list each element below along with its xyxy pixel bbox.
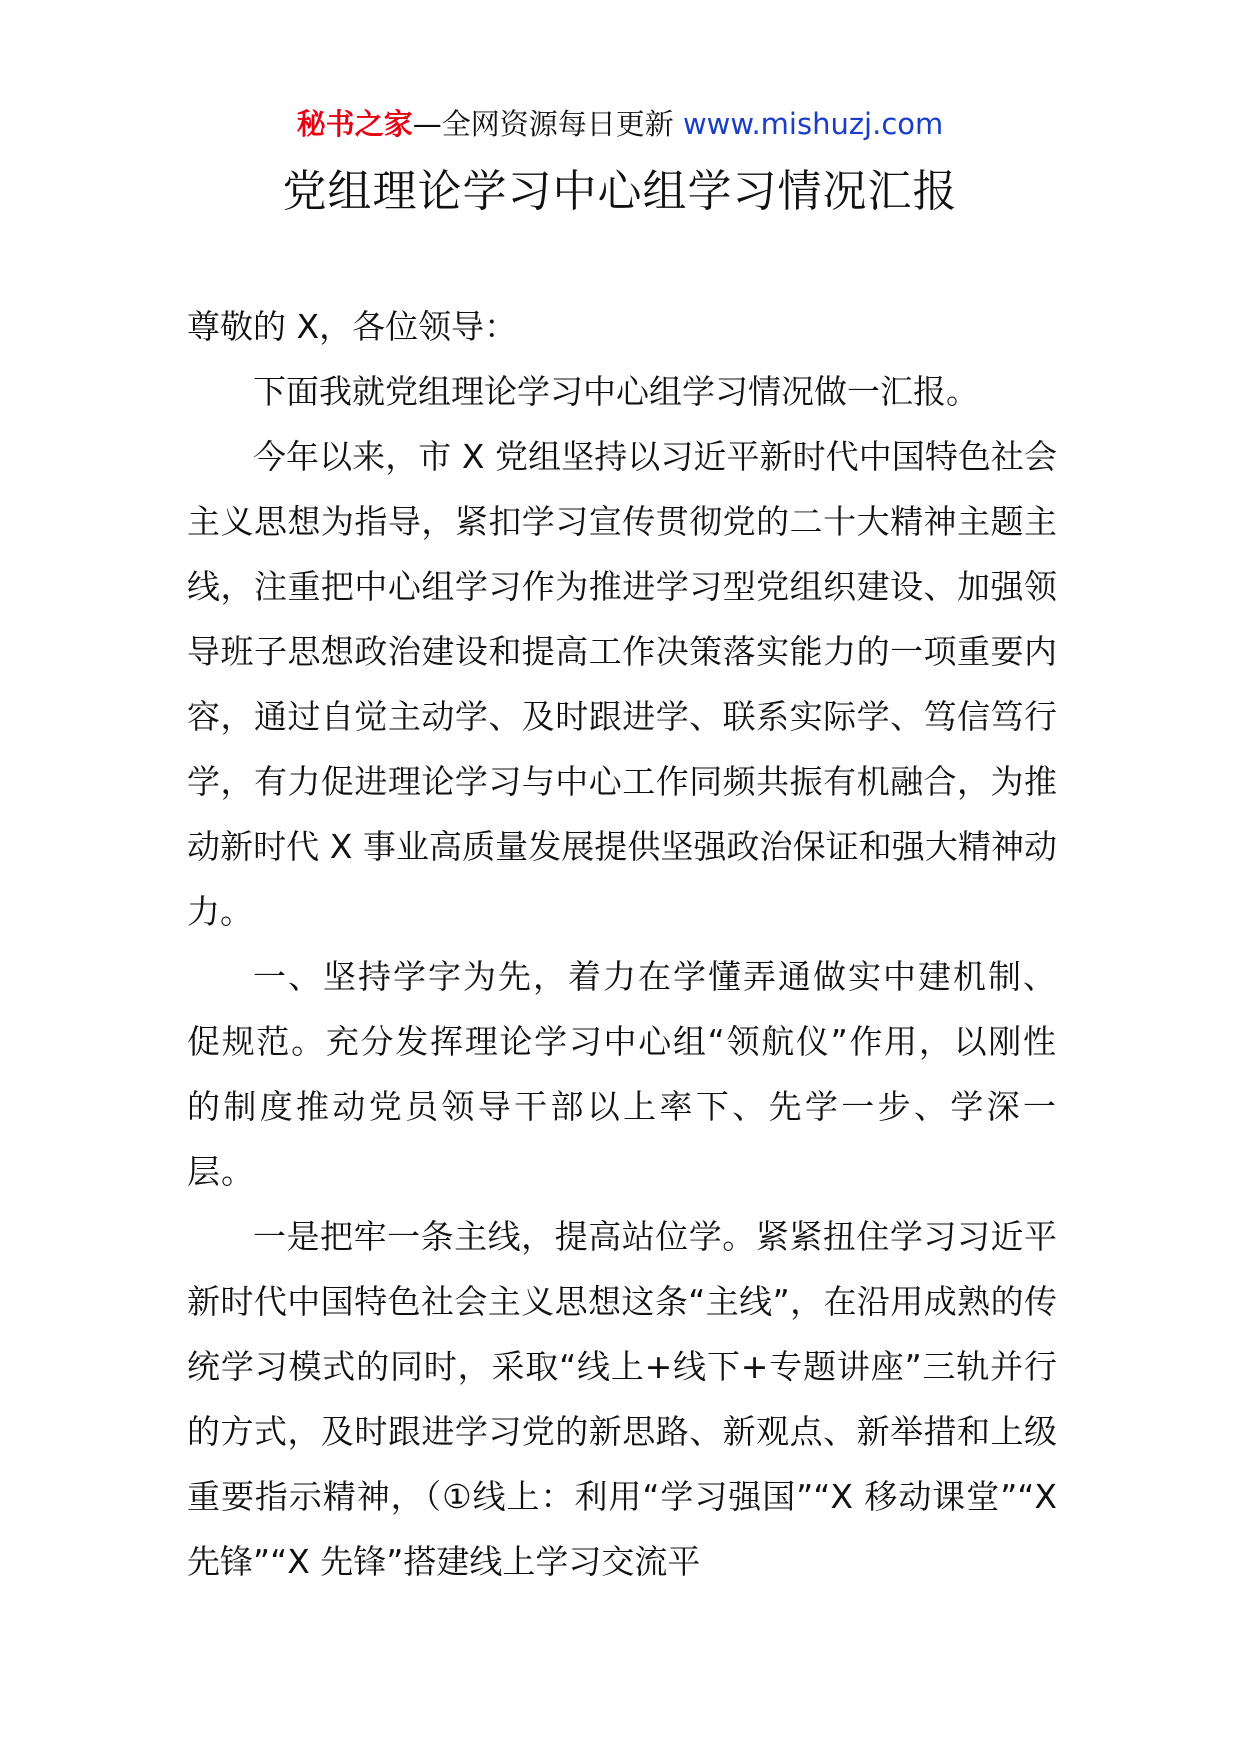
header-tagline: —全网资源每日更新 (412, 107, 674, 141)
site-url-link[interactable]: www.mishuzj.com (682, 107, 944, 141)
salutation: 尊敬的 X，各位领导： (187, 307, 518, 346)
site-header (0, 102, 1240, 146)
brand-name: 秘书之家 (296, 107, 413, 141)
paragraph-overview: 今年以来，市 X 党组坚持以习近平新时代中国特色社会主义思想为指导，紧扣学习宣传贯彻党的二十大精神主题主线，注重把中心组学习作为推进学习型党组织建设、加强领导班子思想政治建设和提高工作决策落实能力的一项重要内容，通过自觉主动学、及时跟进学、联系实际学、笃信笃行学，有力促进理论学习与中心工作同频共振有机融合，为推动新时代 X 事业高质量发展提供坚强政治保证和强大精神动力。 (187, 437, 1057, 931)
paragraph-section-one: 一、坚持学字为先，着力在学懂弄通做实中建机制、促规范。充分发挥理论学习中心组“领航仪”作用，以刚性的制度推动党员领导干部以上率下、先学一步、学深一层。 (187, 957, 1057, 1191)
document-title: 党组理论学习中心组学习情况汇报 (282, 166, 958, 217)
document-body (187, 294, 1057, 1594)
paragraph-intro: 下面我就党组理论学习中心组学习情况做一汇报。 (253, 372, 979, 411)
paragraph-point-one: 一是把牢一条主线，提高站位学。紧紧扭住学习习近平新时代中国特色社会主义思想这条“主线”，在沿用成熟的传统学习模式的同时，采取“线上+线下+专题讲座”三轨并行的方式，及时跟进学习党的新思路、新观点、新举措和上级重要指示精神，（①线上：利用“学习强国”“X 移动课堂”“X 先锋”“X 先锋”搭建线上学习交流平 (187, 1217, 1057, 1581)
